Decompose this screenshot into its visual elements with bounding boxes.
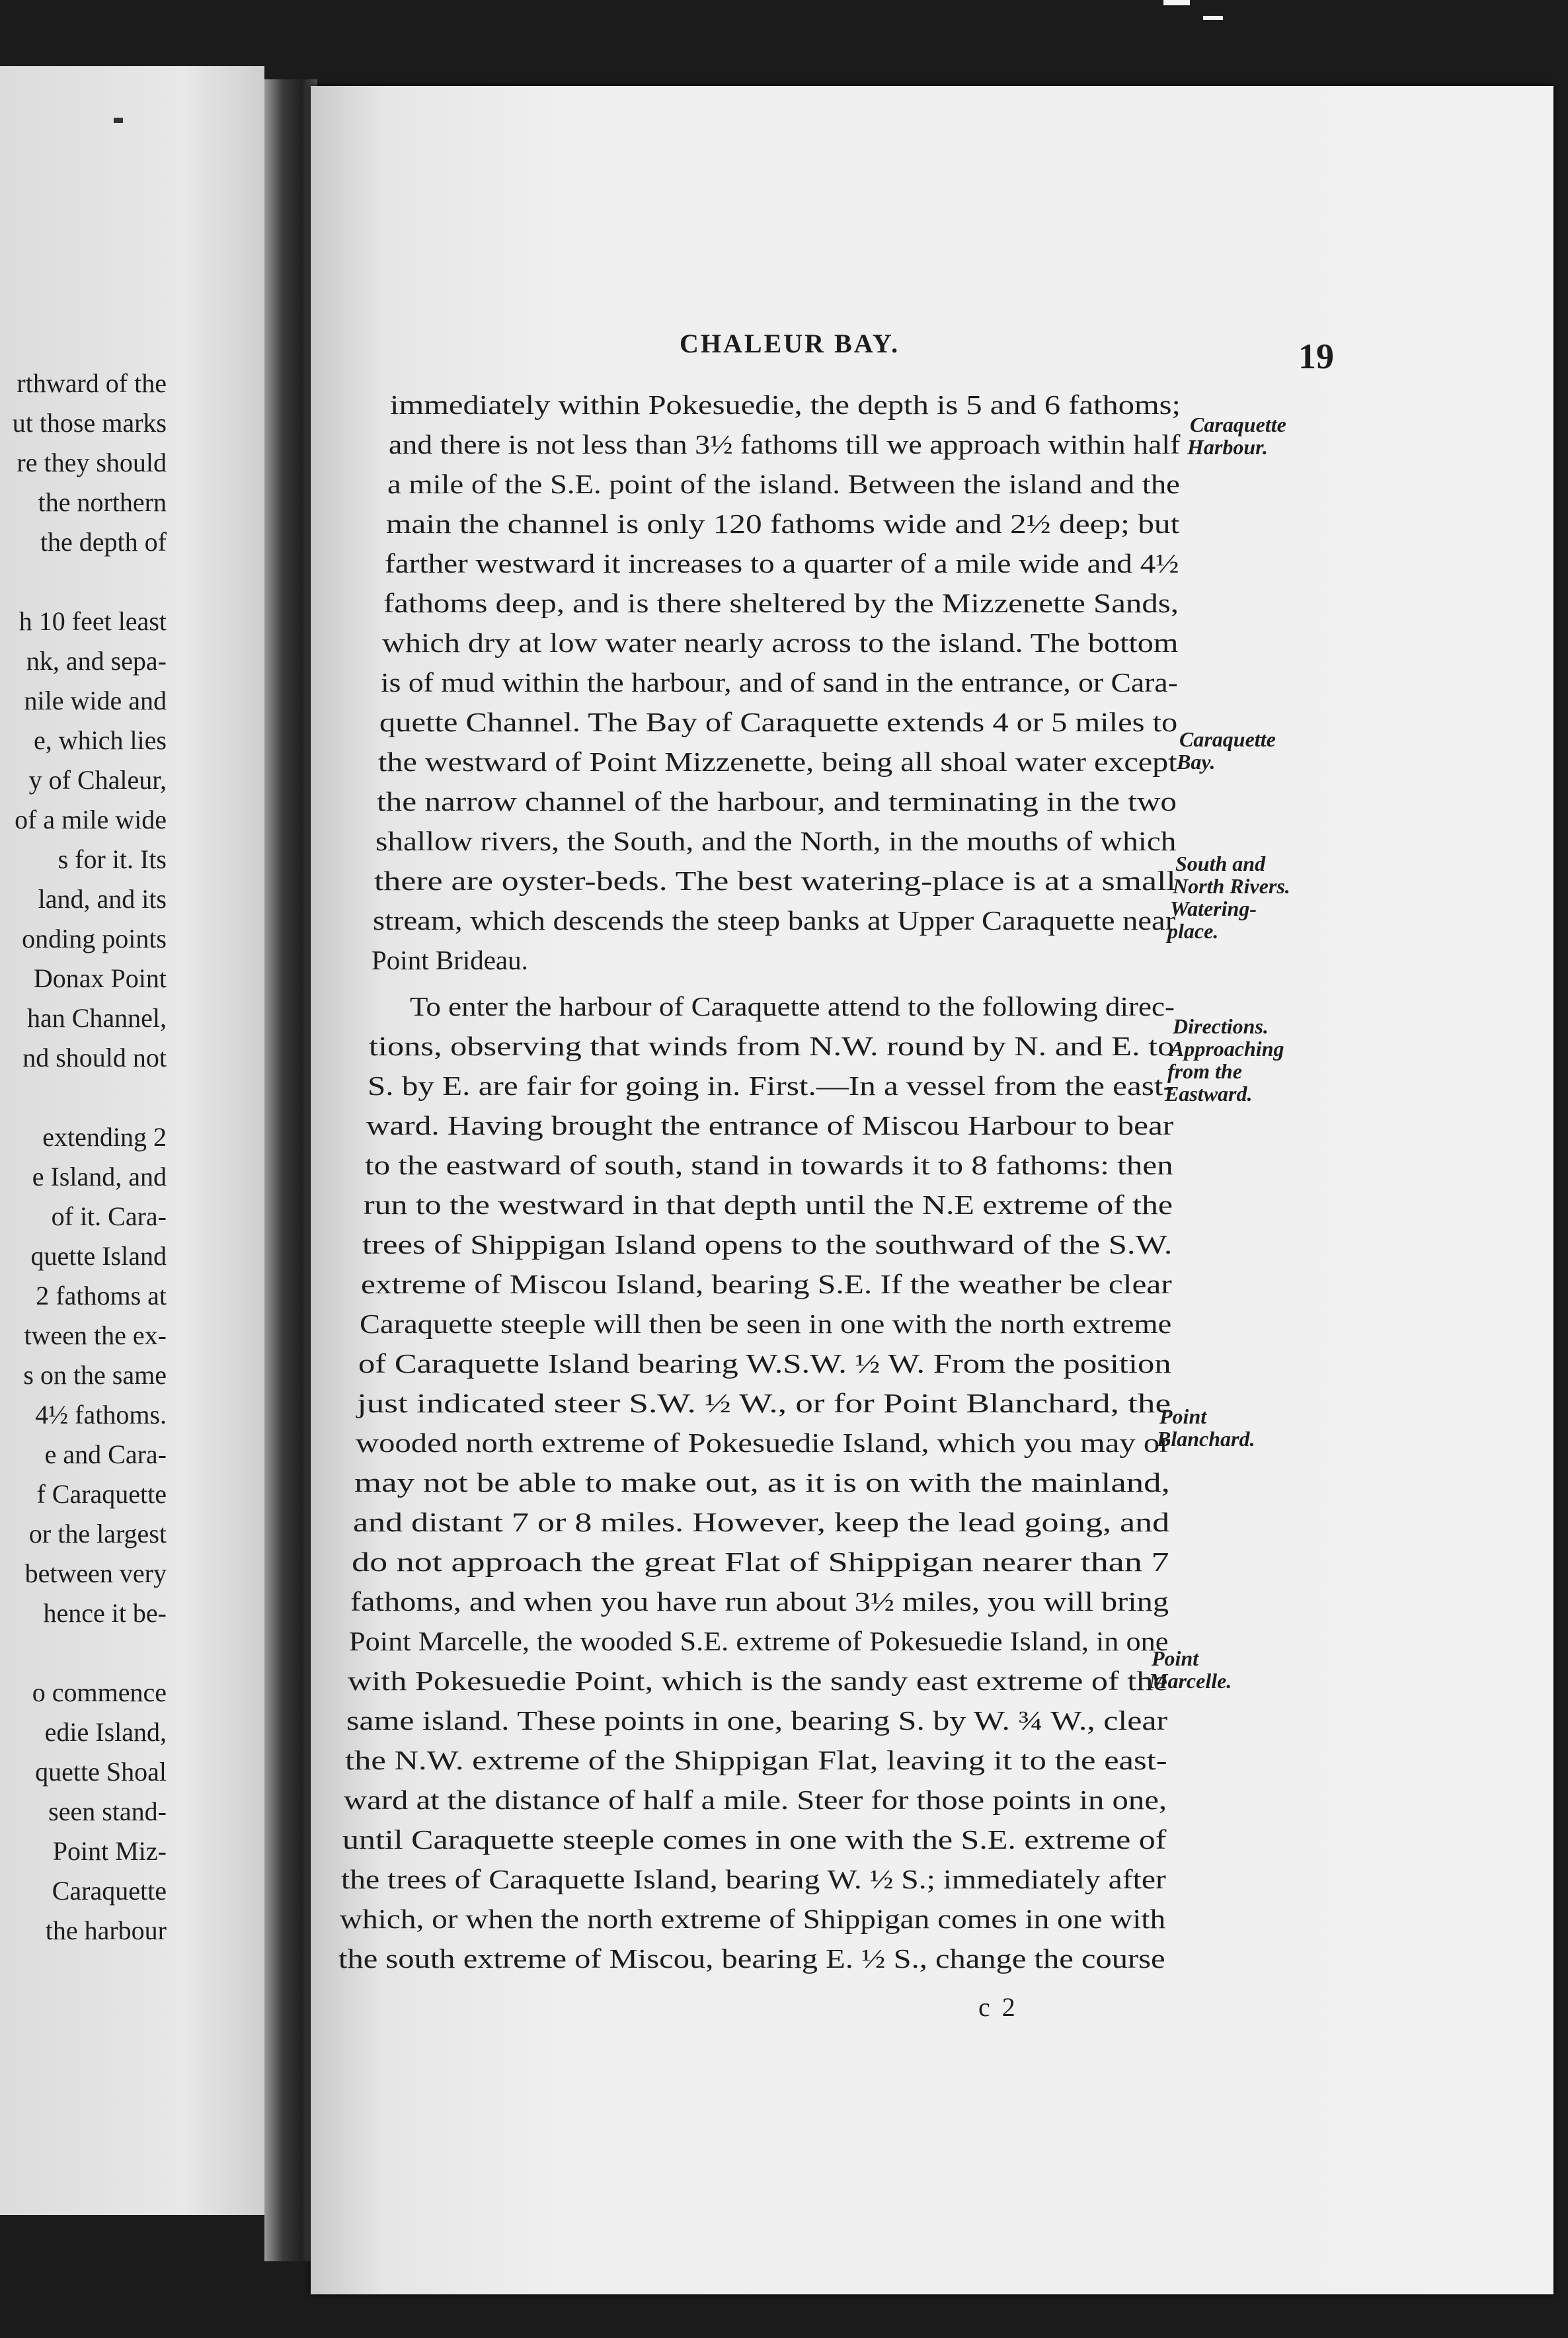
margin-note-line: from the — [1167, 1059, 1242, 1083]
margin-note-line: Directions. — [1173, 1014, 1269, 1038]
margin-note-line: Watering- — [1170, 897, 1257, 920]
facing-page-line: s for it. Its — [58, 844, 167, 874]
body-line: and there is not less than 3½ fathoms till we approach within half — [389, 429, 1181, 460]
body-line: the trees of Caraquette Island, bearing W. ½ S.; immediately after — [341, 1864, 1166, 1894]
body-line: to the eastward of south, stand in towards it to 8 fathoms: then — [365, 1150, 1173, 1180]
body-line: same island. These points in one, bearing S. by W. ¾ W., clear — [346, 1705, 1168, 1736]
facing-page-line: or the largest — [28, 1519, 167, 1549]
margin-note-line: North Rivers. — [1173, 874, 1290, 898]
body-line: fathoms deep, and is there sheltered by the Mizzenette Sands, — [383, 588, 1179, 618]
body-line: main the channel is only 120 fathoms wide and 2½ deep; but — [386, 508, 1180, 539]
facing-page-line: nile wide and — [24, 686, 167, 715]
facing-page-line: the northern — [38, 487, 167, 517]
facing-page-line: re they should — [17, 448, 167, 477]
facing-page-line: of a mile wide — [15, 805, 167, 834]
body-line: extreme of Miscou Island, bearing S.E. If the weather be clear — [361, 1269, 1172, 1299]
margin-note-line: Marcelle. — [1149, 1669, 1232, 1693]
body-line: may not be able to make out, as it is on with the mainland, — [354, 1467, 1170, 1498]
facing-page-line: h 10 feet least — [19, 606, 167, 636]
body-line: shallow rivers, the South, and the North, in the mouths of which — [375, 826, 1177, 856]
margin-note-line: South and — [1175, 852, 1266, 875]
body-line: there are oyster-beds. The best watering-place is at a small — [374, 866, 1176, 896]
facing-page-fragment — [0, 66, 264, 2215]
body-line: with Pokesuedie Point, which is the sandy east extreme of the — [348, 1666, 1168, 1696]
margin-note-line: Point — [1152, 1646, 1199, 1670]
body-line: ward. Having brought the entrance of Miscou Harbour to bear — [366, 1110, 1174, 1141]
facing-page-line: edie Island, — [44, 1717, 167, 1747]
body-line: Caraquette steeple will then be seen in one with the north extreme — [360, 1309, 1172, 1339]
body-line: S. by E. are fair for going in. First.—In a vessel from the east- — [368, 1070, 1174, 1101]
body-line: is of mud within the harbour, and of sand in the entrance, or Cara- — [381, 667, 1178, 698]
facing-page-line: extending 2 — [42, 1122, 167, 1152]
margin-note-line: Blanchard. — [1157, 1427, 1255, 1451]
facing-page-line: nd should not — [22, 1043, 167, 1072]
facing-page-line: seen stand- — [48, 1796, 167, 1826]
margin-note-line: Bay. — [1177, 750, 1216, 774]
body-line: Point Brideau. — [372, 945, 528, 975]
margin-note-line: Approaching — [1170, 1037, 1284, 1061]
body-line: wooded north extreme of Pokesuedie Island, which you may or — [356, 1428, 1171, 1458]
body-line: run to the westward in that depth until the N.E extreme of the — [364, 1189, 1173, 1220]
facing-page-line: rthward of the — [17, 368, 167, 398]
facing-page-line: the harbour — [45, 1915, 167, 1945]
facing-page-line: f Caraquette — [36, 1479, 167, 1509]
body-line: farther westward it increases to a quarter of a mile wide and 4½ — [385, 548, 1179, 579]
facing-page-line: ut those marks — [12, 408, 167, 438]
body-line: the narrow channel of the harbour, and terminating in the two — [377, 786, 1177, 817]
body-line: quette Channel. The Bay of Caraquette extends 4 or 5 miles to — [379, 707, 1178, 737]
body-line: which dry at low water nearly across to the island. The bottom — [382, 627, 1179, 658]
body-line: of Caraquette Island bearing W.S.W. ½ W. From the position — [358, 1348, 1171, 1379]
facing-page-line: e and Cara- — [44, 1439, 167, 1469]
body-line: fathoms, and when you have run about 3½ miles, you will bring — [350, 1586, 1169, 1617]
body-line: trees of Shippigan Island opens to the southward of the S.W. — [362, 1229, 1173, 1260]
facing-page-line: han Channel, — [26, 1003, 167, 1033]
facing-page-line: e, which lies — [33, 725, 167, 755]
book-gutter — [264, 79, 317, 2261]
facing-page-line: quette Shoal — [35, 1757, 167, 1787]
facing-page-line: tween the ex- — [24, 1320, 167, 1350]
margin-note-line: Point — [1159, 1404, 1207, 1428]
margin-note-line: Eastward. — [1165, 1082, 1253, 1106]
corner-artifact — [1203, 16, 1223, 20]
body-line: stream, which descends the steep banks at Upper Caraquette near — [373, 905, 1176, 936]
facing-page-line: quette Island — [30, 1241, 167, 1271]
body-line: immediately within Pokesuedie, the depth is 5 and 6 fathoms; — [390, 389, 1181, 420]
body-line: a mile of the S.E. point of the island. Between the island and the — [387, 469, 1180, 499]
facing-page-line: Donax Point — [33, 963, 167, 993]
facing-page-line: nk, and sepa- — [26, 646, 167, 676]
body-line: To enter the harbour of Caraquette attend to the following direc- — [410, 991, 1175, 1022]
body-line: do not approach the great Flat of Shippigan nearer than 7 — [352, 1547, 1169, 1577]
body-line: Point Marcelle, the wooded S.E. extreme of Pokesuedie Island, in one — [349, 1626, 1169, 1656]
corner-artifact — [1163, 0, 1190, 5]
margin-note-line: Caraquette — [1190, 413, 1286, 436]
body-line: which, or when the north extreme of Shippigan comes in one with — [340, 1904, 1166, 1934]
facing-page-line: of it. Cara- — [51, 1201, 167, 1231]
margin-note-line: Caraquette — [1179, 727, 1276, 751]
facing-page-line: e Island, and — [32, 1162, 167, 1191]
body-line: ward at the distance of half a mile. Steer for those points in one, — [344, 1785, 1167, 1815]
facing-page-line: s on the same — [23, 1360, 167, 1390]
margin-note-line: place. — [1167, 919, 1219, 943]
signature-mark: c 2 — [978, 1992, 1018, 2022]
facing-page-line: y of Chaleur, — [28, 765, 167, 795]
facing-page-line: onding points — [22, 924, 167, 953]
facing-page-line: o commence — [32, 1677, 167, 1707]
ink-mark — [114, 118, 123, 123]
facing-page-line: between very — [24, 1558, 167, 1588]
facing-page-line: hence it be- — [43, 1598, 167, 1628]
running-head: CHALEUR BAY. — [680, 329, 900, 358]
facing-page-line: 2 fathoms at — [36, 1281, 167, 1310]
facing-page-line: 4½ fathoms. — [35, 1400, 167, 1430]
body-line: just indicated steer S.W. ½ W., or for Point Blanchard, the — [357, 1388, 1171, 1418]
body-line: and distant 7 or 8 miles. However, keep the lead going, and — [353, 1507, 1170, 1537]
body-line: the south extreme of Miscou, bearing E. ½ S., change the course — [338, 1943, 1165, 1974]
body-line: the westward of Point Mizzenette, being all shoal water except — [378, 746, 1177, 777]
body-line: the N.W. extreme of the Shippigan Flat, leaving it to the east- — [345, 1745, 1167, 1775]
body-line: until Caraquette steeple comes in one with the S.E. extreme of — [342, 1824, 1167, 1855]
facing-page-line: Caraquette — [52, 1876, 167, 1906]
facing-page-line: Point Miz- — [52, 1836, 167, 1866]
facing-page-line: land, and its — [38, 884, 167, 914]
margin-note-line: Harbour. — [1187, 435, 1268, 459]
facing-page-line: the depth of — [40, 527, 167, 557]
page-number: 19 — [1298, 337, 1334, 376]
body-line: tions, observing that winds from N.W. round by N. and E. to — [369, 1031, 1175, 1061]
